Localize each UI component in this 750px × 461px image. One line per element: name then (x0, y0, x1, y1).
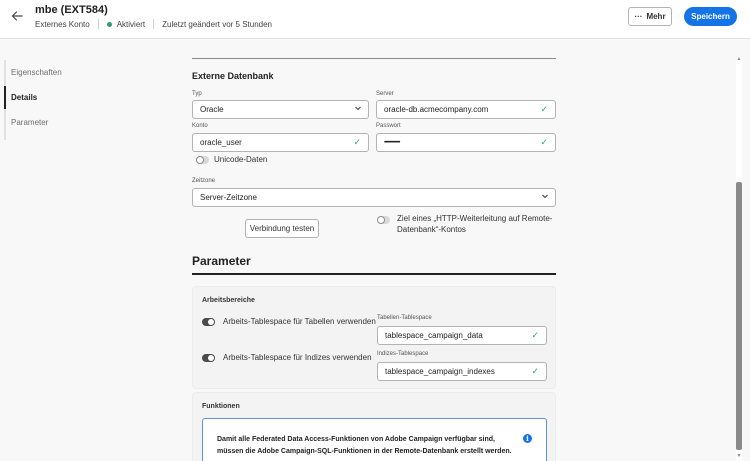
last-modified: Zuletzt geändert vor 5 Stunden (162, 19, 273, 29)
password-value: •••••••••••••• (384, 139, 400, 146)
account-label: Konto (192, 123, 208, 129)
parameter-heading: Parameter (192, 254, 251, 268)
info-icon: i (523, 434, 532, 443)
table-tablespace-toggle-label: Arbeits-Tablespace für Tabellen verwenden (223, 317, 376, 326)
timezone-value: Server-Zeitzone (200, 193, 257, 202)
type-value: Oracle (200, 105, 224, 114)
workspaces-title: Arbeitsbereiche (202, 297, 255, 304)
index-tablespace-value: tablespace_campaign_indexes (385, 367, 495, 376)
scroll-up-arrow-icon[interactable]: ▲ (736, 56, 742, 62)
sidebar-item-label: Eigenschaften (11, 68, 62, 77)
more-label: Mehr (646, 12, 666, 21)
http-redirect-toggle[interactable] (377, 216, 390, 224)
index-tablespace-label: Indizes-Tablespace (377, 351, 429, 357)
password-input[interactable] (376, 133, 556, 152)
check-icon: ✓ (540, 137, 548, 147)
password-label: Passwort (376, 123, 401, 129)
table-tablespace-toggle[interactable] (202, 318, 215, 326)
account-type: Externes Konto (35, 19, 90, 29)
check-icon: ✓ (353, 137, 361, 147)
status-badge: Aktiviert (116, 19, 146, 29)
unicode-label: Unicode-Daten (214, 155, 268, 164)
workspaces-card (192, 286, 556, 389)
side-navigation (4, 60, 174, 135)
unicode-toggle[interactable] (196, 156, 209, 164)
check-icon: ✓ (540, 104, 548, 114)
index-tablespace-toggle[interactable] (202, 354, 215, 362)
timezone-select[interactable] (192, 188, 556, 207)
info-text: Damit alle Federated Data Access-Funktionen von Adobe Campaign verfügbar sind, müssen die Adobe Campaign-SQL-Funktionen in der Remote-Datenbank erstellt werden. (217, 436, 512, 455)
sidebar-item-parameter[interactable] (4, 110, 174, 135)
sidebar-item-details[interactable] (4, 85, 174, 110)
back-arrow-icon[interactable] (10, 9, 24, 23)
divider (153, 19, 154, 29)
table-tablespace-value: tablespace_campaign_data (385, 331, 483, 340)
check-icon: ✓ (531, 330, 539, 340)
server-value: oracle-db.acmecompany.com (384, 105, 489, 114)
server-input[interactable] (376, 100, 556, 119)
index-tablespace-toggle-label: Arbeits-Tablespace für Indizes verwenden (223, 353, 372, 362)
page-header (0, 0, 750, 39)
scrollbar-thumb[interactable] (736, 182, 742, 450)
type-label: Typ (192, 91, 202, 97)
test-connection-button[interactable]: Verbindung testen (245, 219, 319, 238)
sidebar-item-label: Parameter (11, 118, 49, 127)
more-button[interactable] (628, 7, 672, 26)
type-select[interactable] (192, 100, 369, 119)
chevron-down-icon (541, 192, 549, 202)
account-input[interactable] (192, 133, 369, 152)
status-dot-icon (107, 22, 112, 27)
parameter-rule (192, 273, 556, 275)
chevron-down-icon (354, 104, 362, 114)
table-tablespace-label: Tabellen-Tablespace (377, 315, 432, 321)
save-button[interactable]: Speichern (684, 7, 737, 26)
scrollbar[interactable] (736, 58, 742, 461)
divider (98, 19, 99, 29)
functions-title: Funktionen (202, 403, 240, 410)
index-tablespace-input[interactable] (377, 362, 547, 381)
section-divider (192, 58, 556, 59)
server-label: Server (376, 91, 394, 97)
page-title: mbe (EXT584) (35, 4, 108, 16)
scroll-down-arrow-icon[interactable]: ▼ (736, 453, 742, 459)
table-tablespace-input[interactable] (377, 326, 547, 345)
sidebar-item-eigenschaften[interactable] (4, 60, 174, 85)
info-alert (202, 418, 547, 461)
timezone-label: Zeitzone (192, 178, 216, 184)
account-value: oracle_user (200, 138, 242, 147)
http-redirect-label: Ziel eines „HTTP-Weiterleitung auf Remote-Datenbank“-Kontos (397, 214, 553, 234)
external-db-title: Externe Datenbank (192, 71, 274, 81)
more-dots-icon: ··· (634, 12, 643, 21)
sidebar-item-label: Details (11, 93, 38, 102)
header-meta (35, 19, 272, 29)
functions-card (192, 392, 556, 461)
check-icon: ✓ (531, 366, 539, 376)
